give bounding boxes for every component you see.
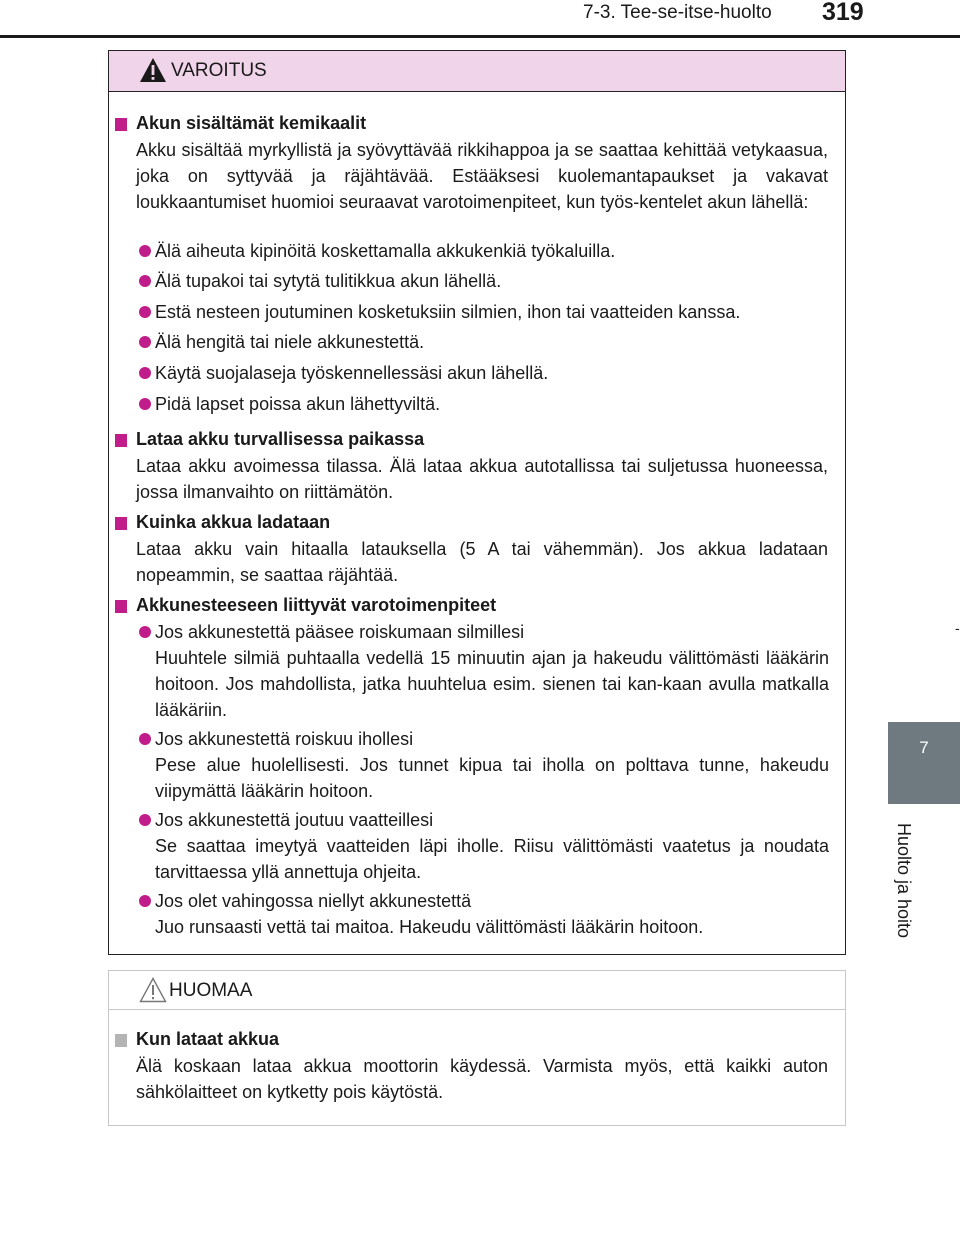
chapter-number: 7 — [919, 738, 929, 757]
bullet-body: Se saattaa imeytyä vaatteiden läpi iholle. Riisu välittömästi vaatetus ja noudata tarvittaessa yllä annettuja ohjeita. — [155, 836, 829, 882]
bullet-text: Älä tupakoi tai sytytä tulitikkua akun lähellä. — [155, 271, 502, 291]
bullet-text: Estä nesteen joutuminen kosketuksiin silmien, ihon tai vaatteiden kanssa. — [155, 302, 741, 322]
section-marker — [115, 600, 127, 613]
bullet-dot — [139, 245, 151, 257]
bullet-body: Juo runsaasti vettä tai maitoa. Hakeudu välittömästi lääkärin hoitoon. — [155, 917, 704, 937]
bullet-dot — [139, 895, 151, 907]
warning-title: VAROITUS — [171, 60, 267, 81]
caution-triangle-icon — [139, 977, 167, 1003]
section-marker — [115, 517, 127, 530]
bullet-text: Käytä suojalaseja työskennellessäsi akun lähellä. — [155, 363, 549, 383]
bullet-dot — [139, 814, 151, 826]
notice-box — [108, 970, 846, 1126]
notice-header — [109, 971, 845, 1010]
section-text: Älä koskaan lataa akkua moottorin käydessä. Varmista myös, että kaikki auton sähkölaitteet on kytketty pois käytöstä. — [136, 1056, 828, 1102]
bullet-dot — [139, 626, 151, 638]
bullet-text: Älä hengitä tai niele akkunestettä. — [155, 332, 425, 352]
chapter-label-wrap — [887, 818, 917, 948]
bullet-dot — [139, 367, 151, 379]
section-marker — [115, 434, 127, 447]
side-mark: - — [955, 620, 960, 636]
warning-box — [108, 50, 846, 955]
section-title: 7-3. Tee-se-itse-huolto — [583, 2, 772, 23]
section-title: Akun sisältämät kemikaalit — [136, 113, 367, 133]
bullet-head: Jos akkunestettä roiskuu ihollesi — [155, 729, 414, 749]
section-text: Akku sisältää myrkyllistä ja syövyttävää rikkihappoa ja se saattaa kehittää vetykaasua, joka on syttyvää ja räjähtävää. Estääksesi kuolemantapaukset ja vakavat loukkaantumiset huomioi seuraavat varotoimenpiteet, kun työs-kentelet akun lähellä: — [136, 140, 828, 212]
bullet-body: Pese alue huolellisesti. Jos tunnet kipua tai iholla on polttava tunne, hakeudu viipymättä lääkärin hoitoon. — [155, 755, 829, 801]
header-rule — [0, 35, 960, 38]
section-marker — [115, 118, 127, 131]
section-title: Akkunesteeseen liittyvät varotoimenpiteet — [136, 595, 497, 615]
bullet-head: Jos akkunestettä joutuu vaatteillesi — [155, 810, 434, 830]
bullet-dot — [139, 275, 151, 287]
bullet-dot — [139, 306, 151, 318]
chapter-label: Huolto ja hoito — [894, 822, 914, 939]
bullet-dot — [139, 398, 151, 410]
bullet-dot — [139, 336, 151, 348]
section-text: Lataa akku avoimessa tilassa. Älä lataa akkua autotallissa tai suljetussa huoneessa, jossa ilmanvaihto on riittämätön. — [136, 456, 828, 502]
notice-title: HUOMAA — [169, 980, 253, 1001]
section-marker — [115, 1034, 127, 1047]
warning-header — [109, 51, 845, 92]
section-text: Lataa akku vain hitaalla latauksella (5 A tai vähemmän). Jos akkua ladataan nopeammin, se saattaa räjähtää. — [136, 539, 828, 585]
section-title: Kun lataat akkua — [136, 1029, 280, 1049]
bullet-text: Älä aiheuta kipinöitä koskettamalla akkukenkiä työkaluilla. — [155, 241, 616, 261]
bullet-head: Jos akkunestettä pääsee roiskumaan silmillesi — [155, 622, 525, 642]
warning-triangle-icon — [139, 57, 167, 83]
bullet-head: Jos olet vahingossa niellyt akkunestettä — [155, 891, 472, 911]
bullet-body: Huuhtele silmiä puhtaalla vedellä 15 minuutin ajan ja hakeudu välittömästi lääkärin hoitoon. Jos mahdollista, jatka huuhtelua esim. sienen tai kan-kaan avulla matkalla lääkäriin. — [155, 648, 829, 720]
page-number: 319 — [822, 0, 864, 26]
chapter-tab — [888, 722, 960, 804]
bullet-text: Pidä lapset poissa akun lähettyviltä. — [155, 394, 441, 414]
section-title: Kuinka akkua ladataan — [136, 512, 331, 532]
bullet-dot — [139, 733, 151, 745]
section-title: Lataa akku turvallisessa paikassa — [136, 429, 425, 449]
